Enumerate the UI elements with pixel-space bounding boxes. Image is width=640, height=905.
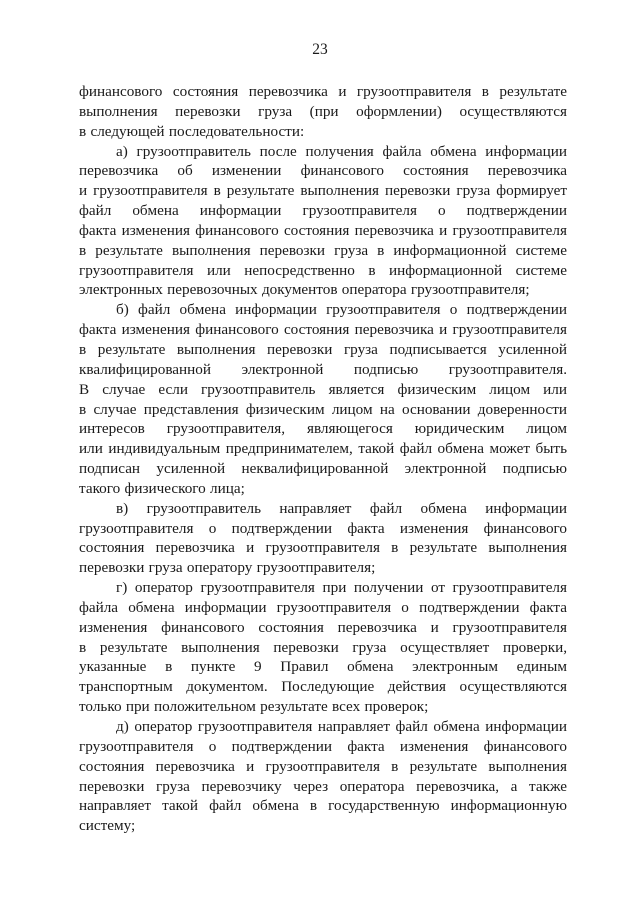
- text-line: выполнения перевозки груза (при оформлении) осуществляются: [79, 102, 567, 120]
- text-line: или индивидуальным предпринимателем, такой файл обмена может быть: [79, 440, 567, 458]
- text-line: в результате выполнения перевозки груза в информационной системе: [79, 241, 567, 259]
- text-line: д) оператор грузоотправителя направляет файл обмена информации: [116, 718, 567, 735]
- document-body: [79, 82, 567, 836]
- text-line: состояния перевозчика и грузоотправителя в результате выполнения: [79, 539, 567, 557]
- text-line: грузоотправителя о подтверждении факта изменения финансового: [79, 519, 567, 537]
- text-line: и грузоотправителя в результате выполнения перевозки груза формирует: [79, 182, 567, 200]
- text-line: направляет такой файл обмена в государственную информационную: [79, 797, 567, 815]
- paragraph-item-g: [79, 578, 567, 717]
- text-line: такого физического лица;: [79, 479, 245, 497]
- text-line: финансового состояния перевозчика и грузоотправителя в результате: [79, 83, 567, 100]
- text-line: файл обмена информации грузоотправителя о подтверждении: [79, 202, 567, 220]
- text-line: перевозки груза оператору грузоотправителя;: [79, 559, 376, 577]
- text-line: интересов грузоотправителя, являющегося юридическим лицом: [79, 420, 567, 438]
- text-line: перевозки груза перевозчику через оператора перевозчика, а также: [79, 777, 567, 795]
- page-number: 23: [312, 41, 328, 58]
- paragraph-item-a: [79, 142, 567, 301]
- text-line: перевозчика об изменении финансового состояния перевозчика: [79, 162, 567, 180]
- text-line: состояния перевозчика и грузоотправителя в результате выполнения: [79, 757, 567, 775]
- text-line: в случае представления физическим лицом на основании доверенности: [79, 400, 567, 418]
- text-line: указанные в пункте 9 Правил обмена электронным единым: [79, 658, 567, 676]
- text-line: б) файл обмена информации грузоотправителя о подтверждении: [116, 301, 567, 319]
- text-line: в результате выполнения перевозки груза осуществляет проверки,: [79, 638, 567, 656]
- text-line: транспортным документом. Последующие действия осуществляются: [79, 678, 567, 696]
- text-line: а) грузоотправитель после получения файла обмена информации: [116, 142, 567, 160]
- text-line: факта изменения финансового состояния перевозчика и грузоотправителя: [79, 321, 567, 339]
- paragraph-item-b: [79, 300, 567, 498]
- text-line: систему;: [79, 817, 136, 835]
- text-line: факта изменения финансового состояния перевозчика и грузоотправителя: [79, 221, 567, 239]
- text-line: г) оператор грузоотправителя при получении от грузоотправителя: [116, 579, 567, 597]
- text-line: грузоотправителя или непосредственно в информационной системе: [79, 261, 567, 279]
- text-line: квалифицированной электронной подписью грузоотправителя.: [79, 360, 567, 378]
- text-line: файла обмена информации грузоотправителя о подтверждении факта: [79, 598, 567, 616]
- text-line: В случае если грузоотправитель является физическим лицом или: [79, 380, 567, 398]
- paragraph-item-v: [79, 499, 567, 578]
- paragraph-item-d: [79, 717, 567, 836]
- text-line: подписан усиленной неквалифицированной электронной подписью: [79, 460, 567, 478]
- text-line: грузоотправителя о подтверждении факта изменения финансового: [79, 737, 567, 755]
- text-line: в следующей последовательности:: [79, 122, 305, 140]
- text-line: электронных перевозочных документов оператора грузоотправителя;: [79, 281, 530, 299]
- text-line: изменения финансового состояния перевозчика и грузоотправителя: [79, 618, 567, 636]
- paragraph-intro-continuation: [79, 82, 567, 142]
- text-line: в) грузоотправитель направляет файл обмена информации: [116, 499, 567, 517]
- text-line: только при положительном результате всех проверок;: [79, 698, 429, 716]
- text-line: в результате выполнения перевозки груза подписывается усиленной: [79, 340, 567, 358]
